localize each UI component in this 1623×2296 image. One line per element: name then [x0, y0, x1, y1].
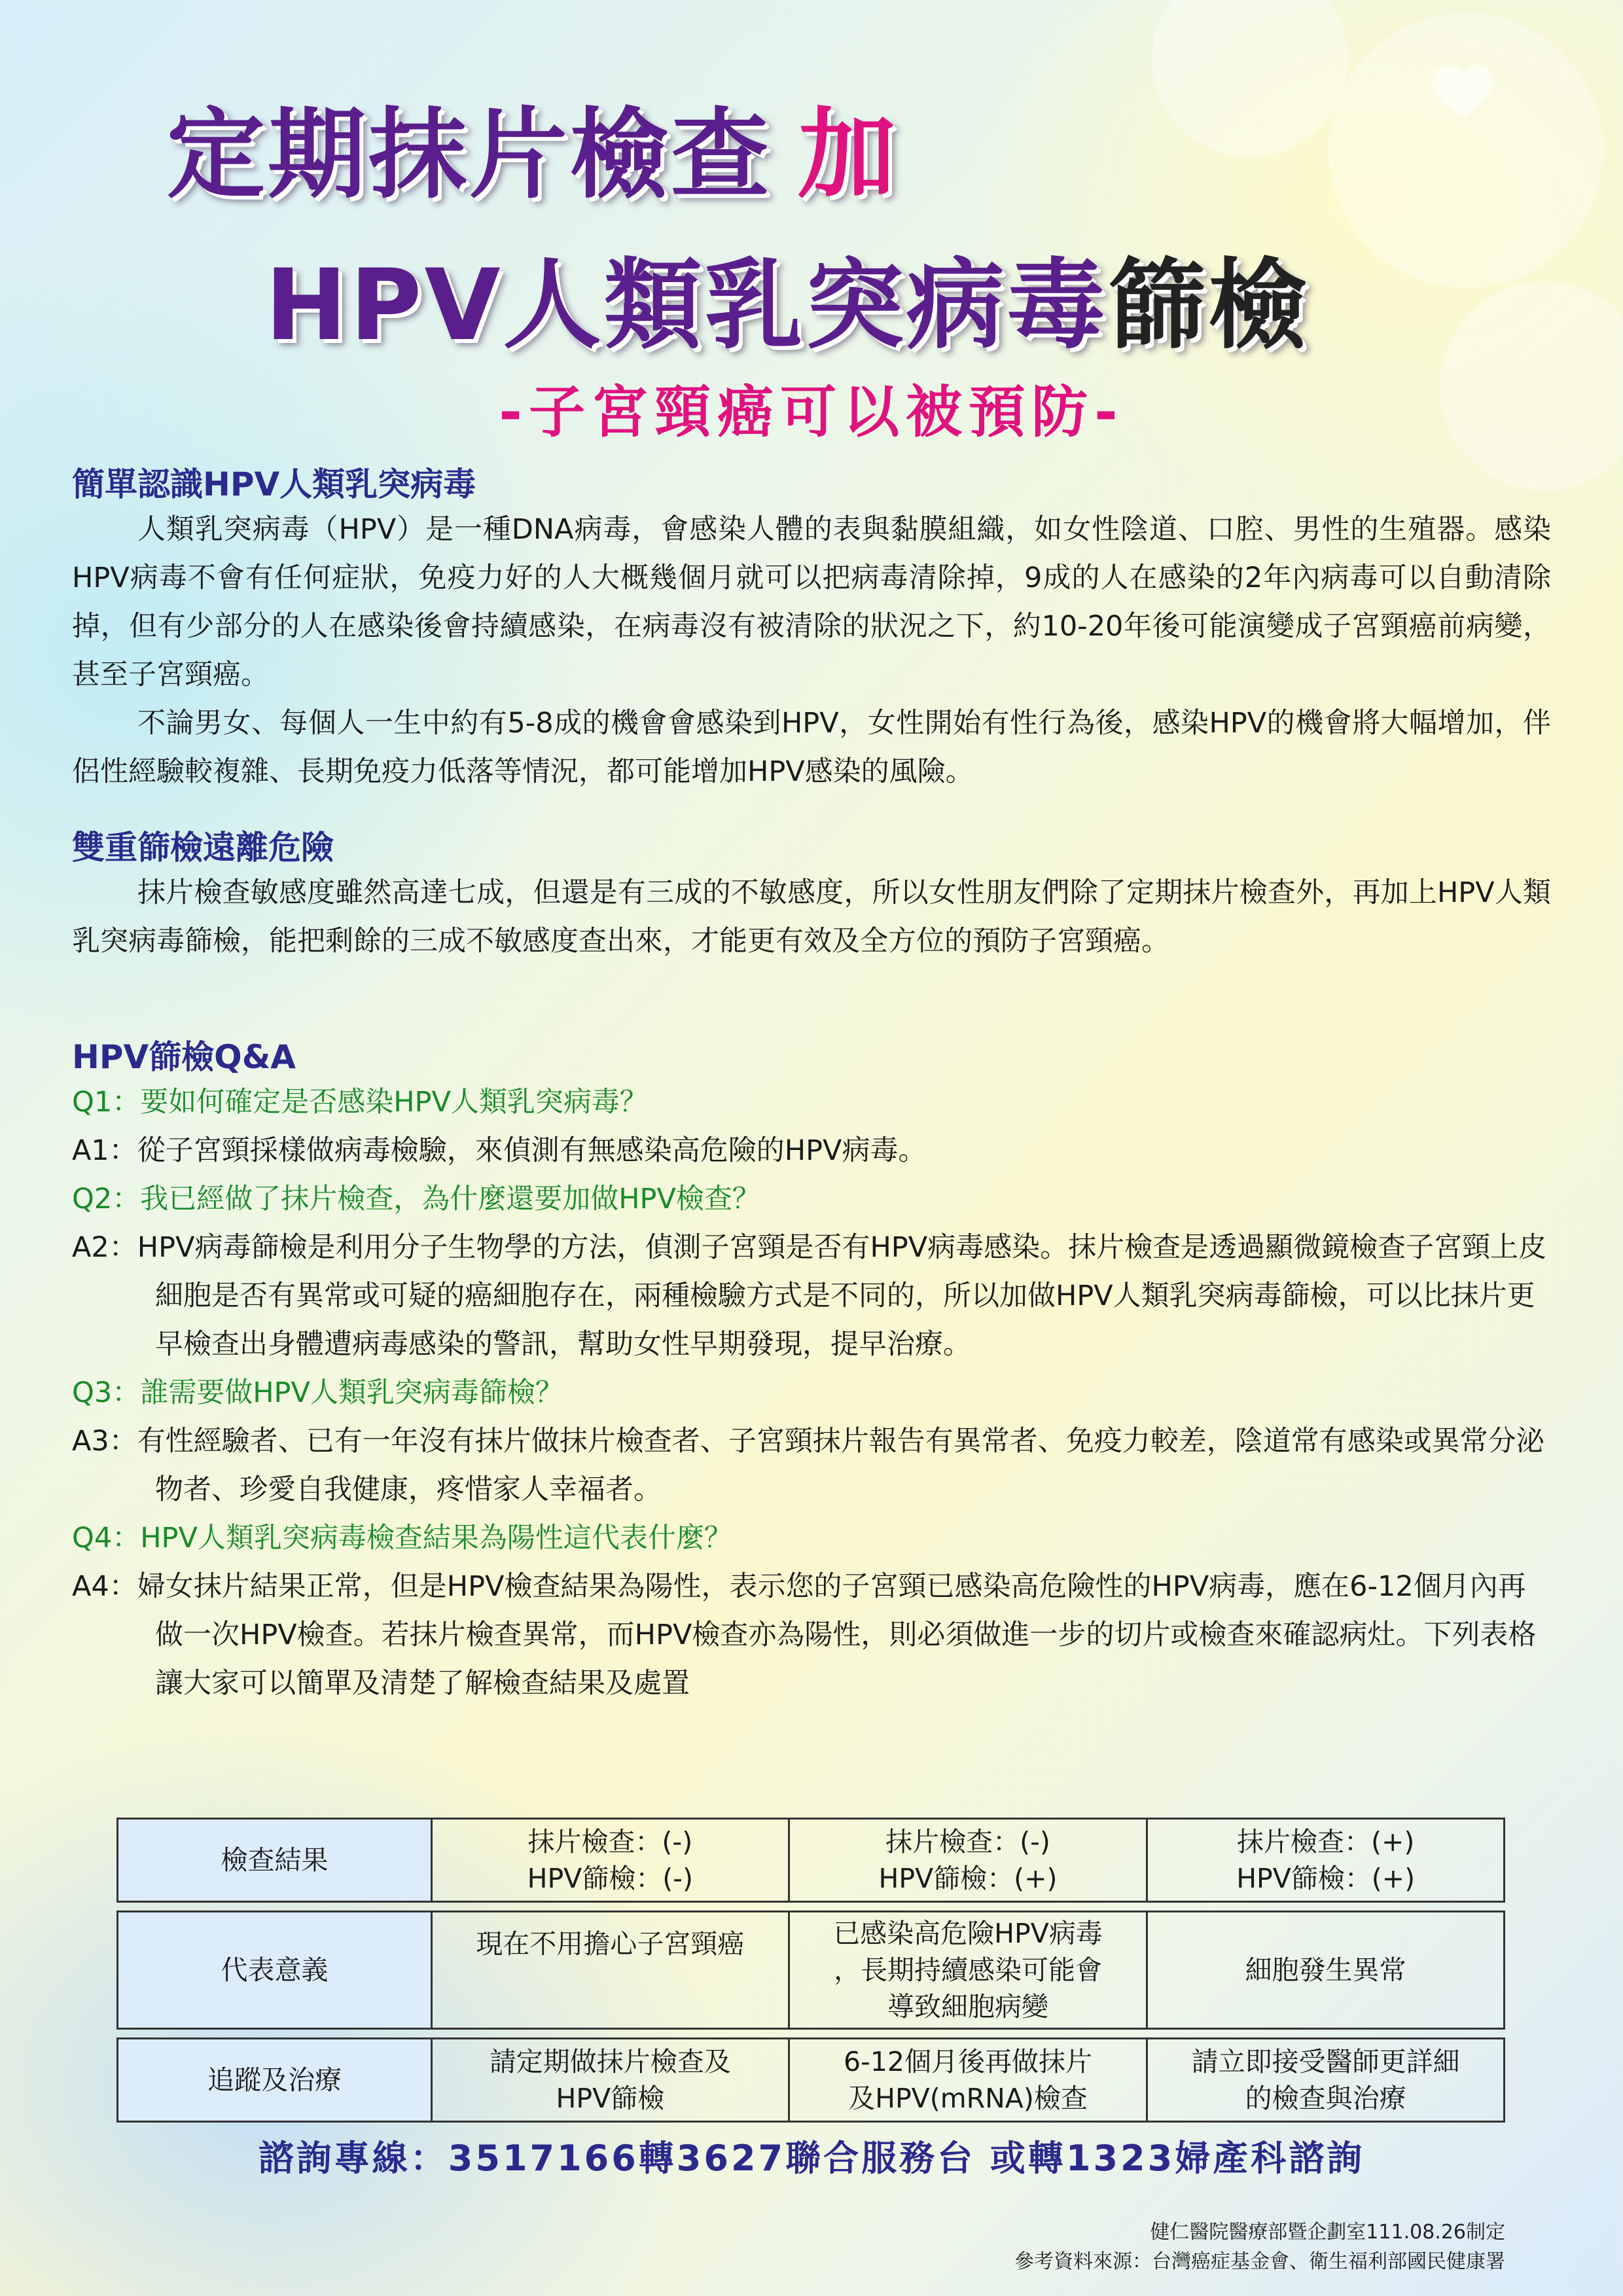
heart-icon [1427, 59, 1499, 124]
table-cell: 抹片檢查：(-) HPV篩檢：(+) [790, 1818, 1149, 1903]
answer: A1：從子宮頸採樣做病毒檢驗，來偵測有無感染高危險的HPV病毒。 [72, 1134, 927, 1167]
decorative-circle [1152, 0, 1348, 157]
page-title-line2 [265, 226, 1310, 367]
question: Q3：誰需要做HPV人類乳突病毒篩檢？ [72, 1376, 563, 1409]
section-hpv-intro [72, 458, 1551, 796]
paragraph: 人類乳突病毒（HPV）是一種DNA病毒，會感染人體的表與黏膜組織，如女性陰道、口腔、男性的生殖器。感染HPV病毒不會有任何症狀，免疫力好的人大概幾個月就可以把病毒清除掉，9成的人在感染的2年內病毒可以自動清除掉，但有少部分的人在感染後會持續感染，在病毒沒有被清除的狀況之下，約10-20年後可能演變成子宮頸癌前病變，甚至子宮頸癌。 [72, 513, 1551, 691]
page-subtitle: -子宮頸癌可以被預防- [499, 380, 1124, 445]
table-cell: 細胞發生異常 [1148, 1910, 1505, 2030]
table-cell: 抹片檢查：(-) HPV篩檢：(-) [433, 1818, 790, 1903]
answer: A3：有性經驗者、已有一年沒有抹片做抹片檢查者、子宮頸抹片報告有異常者、免疫力較差，陰道常有感染或異常分泌物者、珍愛自我健康，疼惜家人幸福者。 [72, 1425, 1544, 1506]
question: Q4：HPV人類乳突病毒檢查結果為陽性這代表什麼？ [72, 1522, 732, 1554]
table-cell: 請立即接受醫師更詳細 的檢查與治療 [1148, 2037, 1505, 2123]
answer: A4：婦女抹片結果正常，但是HPV檢查結果為陽性，表示您的子宮頸已感染高危險性的HPV病毒，應在6-12個月內再做一次HPV檢查。若抹片檢查異常，而HPV檢查亦為陽性，則必須做進一步的切片或檢查來確認病灶。下列表格讓大家可以簡單及清楚了解檢查結果及處置 [72, 1570, 1537, 1700]
credit-line: 健仁醫院醫療部暨企劃室111.08.26制定 [1150, 2221, 1505, 2244]
section-double-screening [72, 821, 1551, 965]
table-row [116, 1910, 1505, 2030]
title-screening: 篩檢 [1107, 249, 1310, 363]
table-cell: 已感染高危險HPV病毒 ，長期持續感染可能會 導致細胞病變 [790, 1910, 1149, 2030]
table-row-header: 代表意義 [116, 1910, 433, 2030]
paragraph: 不論男女、每個人一生中約有5-8成的機會會感染到HPV，女性開始有性行為後，感染HPV的機會將大幅增加，伴侶性經驗較複雜、長期免疫力低落等情況，都可能增加HPV感染的風險。 [72, 707, 1551, 788]
table-cell: 抹片檢查：(+) HPV篩檢：(+) [1148, 1818, 1505, 1903]
table-cell: 現在不用擔心子宮頸癌 [433, 1910, 790, 2030]
title-plus: 加 [798, 98, 899, 212]
table-row-header: 追蹤及治療 [116, 2037, 433, 2123]
title-main: 定期抹片檢查 [167, 98, 772, 212]
section-heading: HPV篩檢Q&A [72, 1038, 296, 1076]
title-hpv: HPV人類乳突病毒 [265, 249, 1108, 363]
consultation-hotline: 諮詢專線：3517166轉3627聯合服務台 或轉1323婦產科諮詢 [258, 2138, 1365, 2179]
answer: A2：HPV病毒篩檢是利用分子生物學的方法，偵測子宮頸是否有HPV病毒感染。抹片檢查是透過顯微鏡檢查子宮頸上皮細胞是否有異常或可疑的癌細胞存在，兩種檢驗方式是不同的，所以加做HPV人類乳突病毒篩檢，可以比抹片更早檢查出身體遭病毒感染的警訊，幫助女性早期發現，提早治療。 [72, 1231, 1547, 1361]
table-cell: 6-12個月後再做抹片 及HPV(mRNA)檢查 [790, 2037, 1149, 2123]
results-table [116, 1810, 1505, 2130]
paragraph: 抹片檢查敏感度雖然高達七成，但還是有三成的不敏感度，所以女性朋友們除了定期抹片檢查外，再加上HPV人類乳突病毒篩檢，能把剩餘的三成不敏感度查出來，才能更有效及全方位的預防子宮頸癌。 [72, 876, 1551, 958]
section-heading: 雙重篩檢遠離危險 [72, 829, 334, 867]
section-qa [72, 1031, 1551, 1708]
reference-line: 參考資料來源：台灣癌症基金會、衛生福利部國民健康署 [1014, 2250, 1505, 2273]
table-row-header: 檢查結果 [116, 1818, 433, 1903]
question: Q2：我已經做了抹片檢查，為什麼還要加做HPV檢查？ [72, 1183, 760, 1215]
decorative-circle [1329, 13, 1603, 288]
table-row [116, 1818, 1505, 1903]
table-row [116, 2037, 1505, 2123]
page-title-line1 [167, 75, 899, 217]
table-cell: 請定期做抹片檢查及 HPV篩檢 [433, 2037, 790, 2123]
section-heading: 簡單認識HPV人類乳突病毒 [72, 465, 476, 503]
question: Q1：要如何確定是否感染HPV人類乳突病毒？ [72, 1086, 648, 1119]
